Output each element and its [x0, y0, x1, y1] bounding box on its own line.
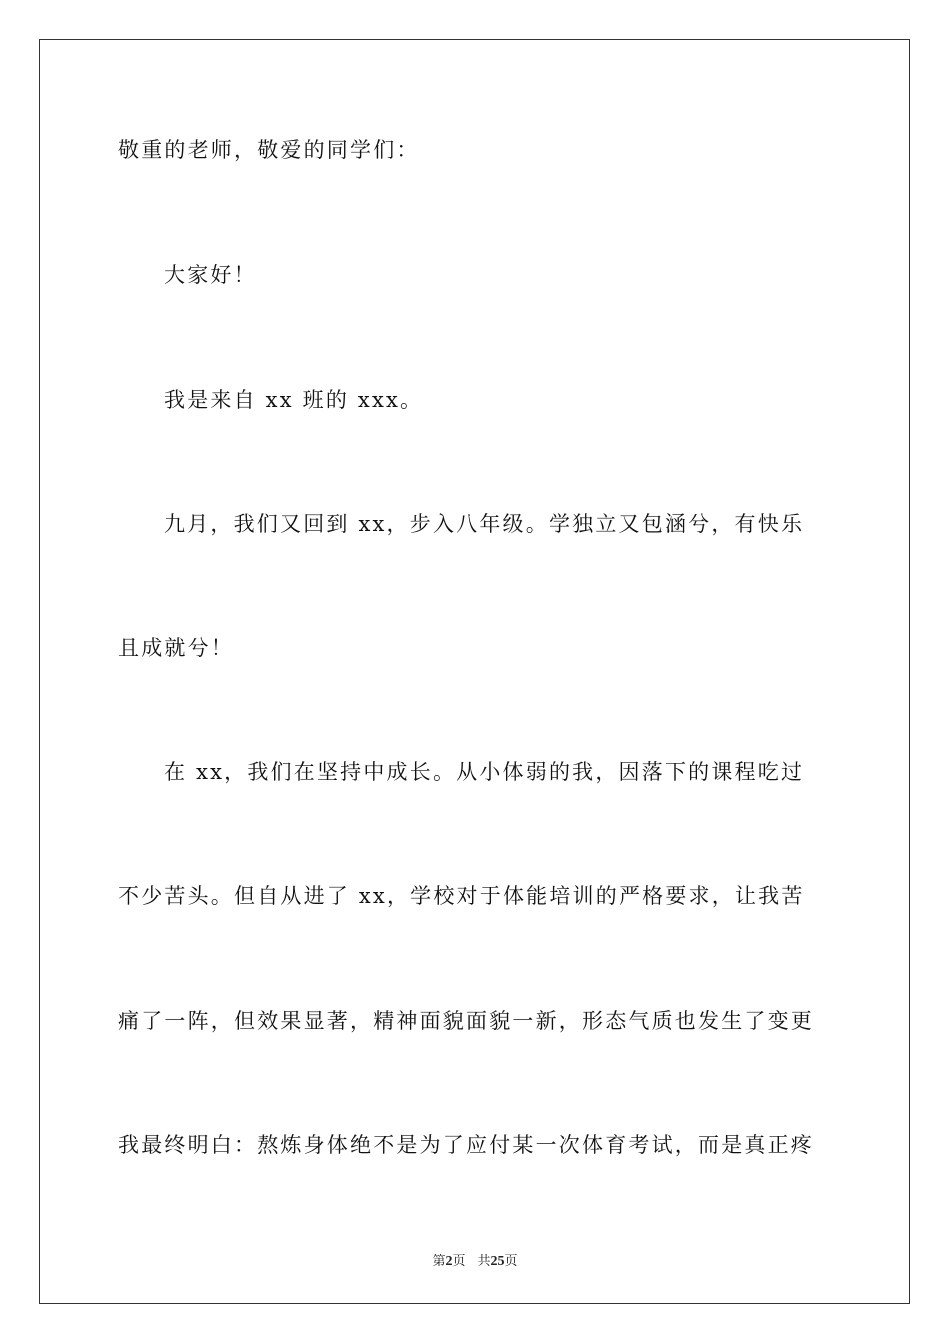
salutation-line: 敬重的老师，敬爱的同学们： [118, 138, 420, 162]
paragraph-line: 痛了一阵，但效果显著，精神面貌面貌一新，形态气质也发生了变更 [118, 1009, 814, 1033]
page-prefix: 第 [432, 1254, 446, 1269]
page-total: 25 [490, 1254, 505, 1269]
paragraph-line: 在 xx，我们在坚持中成长。从小体弱的我，因落下的课程吃过 [164, 760, 805, 784]
paragraph-line: 我最终明白：熬炼身体绝不是为了应付某一次体育考试，而是真正疼 [118, 1133, 814, 1157]
paragraph-line: 不少苦头。但自从进了 xx，学校对于体能培训的严格要求，让我苦 [118, 884, 805, 908]
self-intro-line: 我是来自 xx 班的 xxx。 [164, 388, 424, 412]
page-current: 2 [445, 1254, 453, 1269]
greeting-line: 大家好！ [164, 263, 257, 287]
paragraph-line: 且成就兮！ [118, 636, 234, 660]
page-suffix: 页 [452, 1254, 466, 1269]
total-prefix: 共 [477, 1254, 491, 1269]
paragraph-line: 九月，我们又回到 xx，步入八年级。学独立又包涵兮，有快乐 [164, 512, 805, 536]
total-suffix: 页 [504, 1254, 518, 1269]
page-border [39, 39, 910, 1304]
page-footer [0, 1250, 950, 1270]
